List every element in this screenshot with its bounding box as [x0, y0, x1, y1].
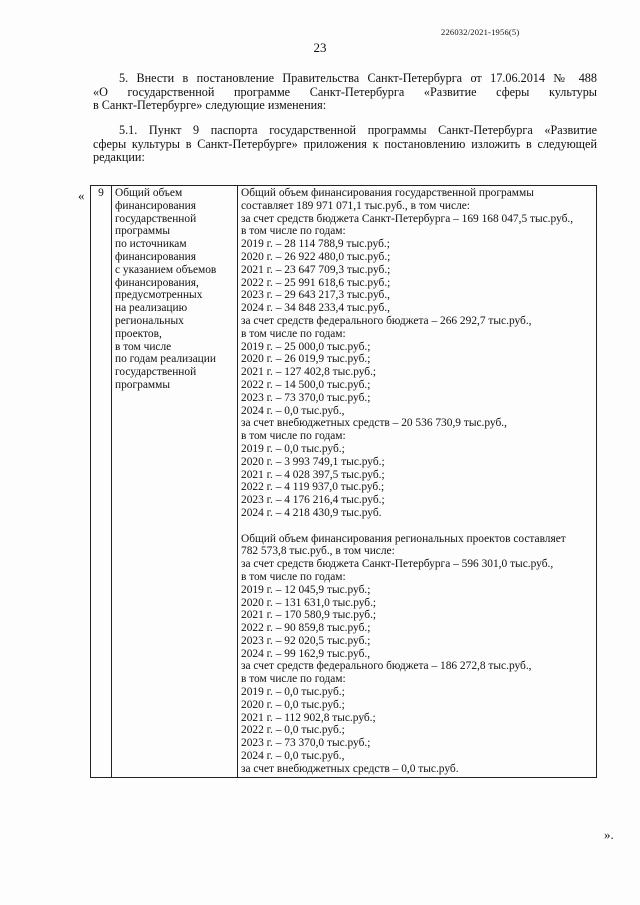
text-line: за счет внебюджетных средств – 20 536 730,9 тыс.руб., [241, 417, 507, 430]
text-line: по годам реализации [115, 353, 216, 366]
financing-details-cell [238, 186, 597, 778]
text-line: за счет средств бюджета Санкт-Петербурга – 169 168 047,5 тыс.руб., [241, 212, 574, 225]
text-line: 2023 г. – 92 020,5 тыс.руб.; [241, 634, 371, 647]
program-passport-table [90, 185, 597, 778]
text-line: на реализацию [115, 302, 188, 315]
regional-projects-financing-section [241, 533, 593, 776]
text-line: 2021 г. – 23 647 709,3 тыс.руб.; [241, 263, 391, 276]
text-line: составляет 189 971 071,1 тыс.руб., в том числе: [241, 199, 470, 212]
text-line: 2024 г. – 34 848 233,4 тыс.руб., [241, 302, 391, 315]
paragraph-5-1 [93, 124, 597, 165]
text-line: по источникам [115, 238, 187, 251]
program-financing-section [241, 187, 593, 520]
text-line: 2021 г. – 170 580,9 тыс.руб.; [241, 609, 377, 622]
row-number-cell: 9 [91, 186, 112, 778]
text-line: государственной [115, 366, 197, 379]
text-line: 2024 г. – 99 162,9 тыс.руб., [241, 647, 371, 660]
text-line: проектов, [115, 327, 162, 340]
text-line: 2022 г. – 0,0 тыс.руб.; [241, 724, 345, 737]
text-line: за счет средств федерального бюджета – 266 292,7 тыс.руб., [241, 314, 532, 327]
text-line: 2020 г. – 131 631,0 тыс.руб.; [241, 596, 377, 609]
text-line: 2019 г. – 12 045,9 тыс.руб.; [241, 583, 371, 596]
document-number: 226032/2021-1956(5) [441, 27, 520, 37]
text-line: 2024 г. – 0,0 тыс.руб., [241, 750, 345, 763]
text-line: Общий объем [115, 187, 183, 199]
text-line: в том числе по годам: [241, 673, 346, 686]
text-line: 2022 г. – 90 859,8 тыс.руб.; [241, 622, 371, 635]
text-line: предусмотренных [115, 289, 203, 302]
text-line: в том числе по годам: [241, 225, 346, 238]
text-line: за счет средств бюджета Санкт-Петербурга – 596 301,0 тыс.руб., [241, 558, 554, 571]
text-line: 2020 г. – 0,0 тыс.руб.; [241, 698, 345, 711]
text-line: 2019 г. – 25 000,0 тыс.руб.; [241, 340, 371, 353]
text-line: 2022 г. – 14 500,0 тыс.руб.; [241, 378, 371, 391]
text-line: государственной [115, 212, 197, 225]
text-line: в том числе [115, 340, 172, 353]
text-line: в том числе по годам: [241, 327, 346, 340]
text-line: 2022 г. – 4 119 937,0 тыс.руб.; [241, 481, 385, 494]
text-line: 2019 г. – 28 114 788,9 тыс.руб.; [241, 238, 390, 251]
paragraph-line: «О государственной программе Санкт-Петербурга «Развитие сферы культуры [93, 84, 597, 99]
text-line: 2024 г. – 0,0 тыс.руб., [241, 404, 345, 417]
text-line: 2022 г. – 25 991 618,6 тыс.руб.; [241, 276, 391, 289]
opening-quote: « [78, 188, 85, 203]
text-line: 2024 г. – 4 218 430,9 тыс.руб. [241, 506, 382, 519]
text-line: 2019 г. – 0,0 тыс.руб.; [241, 442, 345, 455]
text-line: 2023 г. – 4 176 216,4 тыс.руб.; [241, 494, 385, 507]
text-line: программы [115, 225, 170, 238]
text-line: Общий объем финансирования государственной программы [241, 187, 534, 199]
text-line: 2019 г. – 0,0 тыс.руб.; [241, 686, 345, 699]
text-line: 2021 г. – 4 028 397,5 тыс.руб.; [241, 468, 385, 481]
text-line: за счет внебюджетных средств – 0,0 тыс.руб. [241, 762, 459, 775]
paragraph-line: в Санкт-Петербурге» следующие изменения: [93, 98, 327, 113]
heading-cell [112, 186, 238, 778]
text-line: 2020 г. – 26 019,9 тыс.руб.; [241, 353, 371, 366]
text-line: в том числе по годам: [241, 570, 346, 583]
closing-quote: ». [604, 827, 614, 842]
paragraph-line: редакции: [93, 150, 145, 165]
table-row [91, 186, 597, 778]
paragraph-line: 5.1. Пункт 9 паспорта государственной программы Санкт-Петербурга «Развитие [119, 123, 597, 137]
text-line: финансирования, [115, 276, 199, 289]
paragraph-line: сферы культуры в Санкт-Петербурге» приложения к постановлению изложить в следующей [93, 136, 597, 151]
text-line: Общий объем финансирования региональных проектов составляет [241, 532, 566, 545]
text-line: программы [115, 378, 170, 391]
page-number: 23 [313, 40, 327, 55]
paragraph-5 [93, 72, 597, 113]
paragraph-line: 5. Внести в постановление Правительства Санкт-Петербурга от 17.06.2014 № 488 [119, 71, 597, 85]
text-line: 2023 г. – 73 370,0 тыс.руб.; [241, 737, 371, 750]
text-line: 2021 г. – 127 402,8 тыс.руб.; [241, 366, 377, 379]
text-line: за счет средств федерального бюджета – 186 272,8 тыс.руб., [241, 660, 532, 673]
text-line: 2023 г. – 29 643 217,3 тыс.руб., [241, 289, 391, 302]
text-line: в том числе по годам: [241, 430, 346, 443]
text-line: финансирования [115, 199, 196, 212]
text-line: с указанием объемов [115, 263, 217, 276]
text-line: 2021 г. – 112 902,8 тыс.руб.; [241, 711, 376, 724]
text-line: 782 573,8 тыс.руб., в том числе: [241, 545, 395, 558]
text-line: региональных [115, 314, 184, 327]
text-line: 2020 г. – 26 922 480,0 тыс.руб.; [241, 250, 391, 263]
section-gap [241, 520, 593, 533]
text-line: 2020 г. – 3 993 749,1 тыс.руб.; [241, 455, 385, 468]
text-line: 2023 г. – 73 370,0 тыс.руб.; [241, 391, 371, 404]
text-line: финансирования [115, 250, 196, 263]
